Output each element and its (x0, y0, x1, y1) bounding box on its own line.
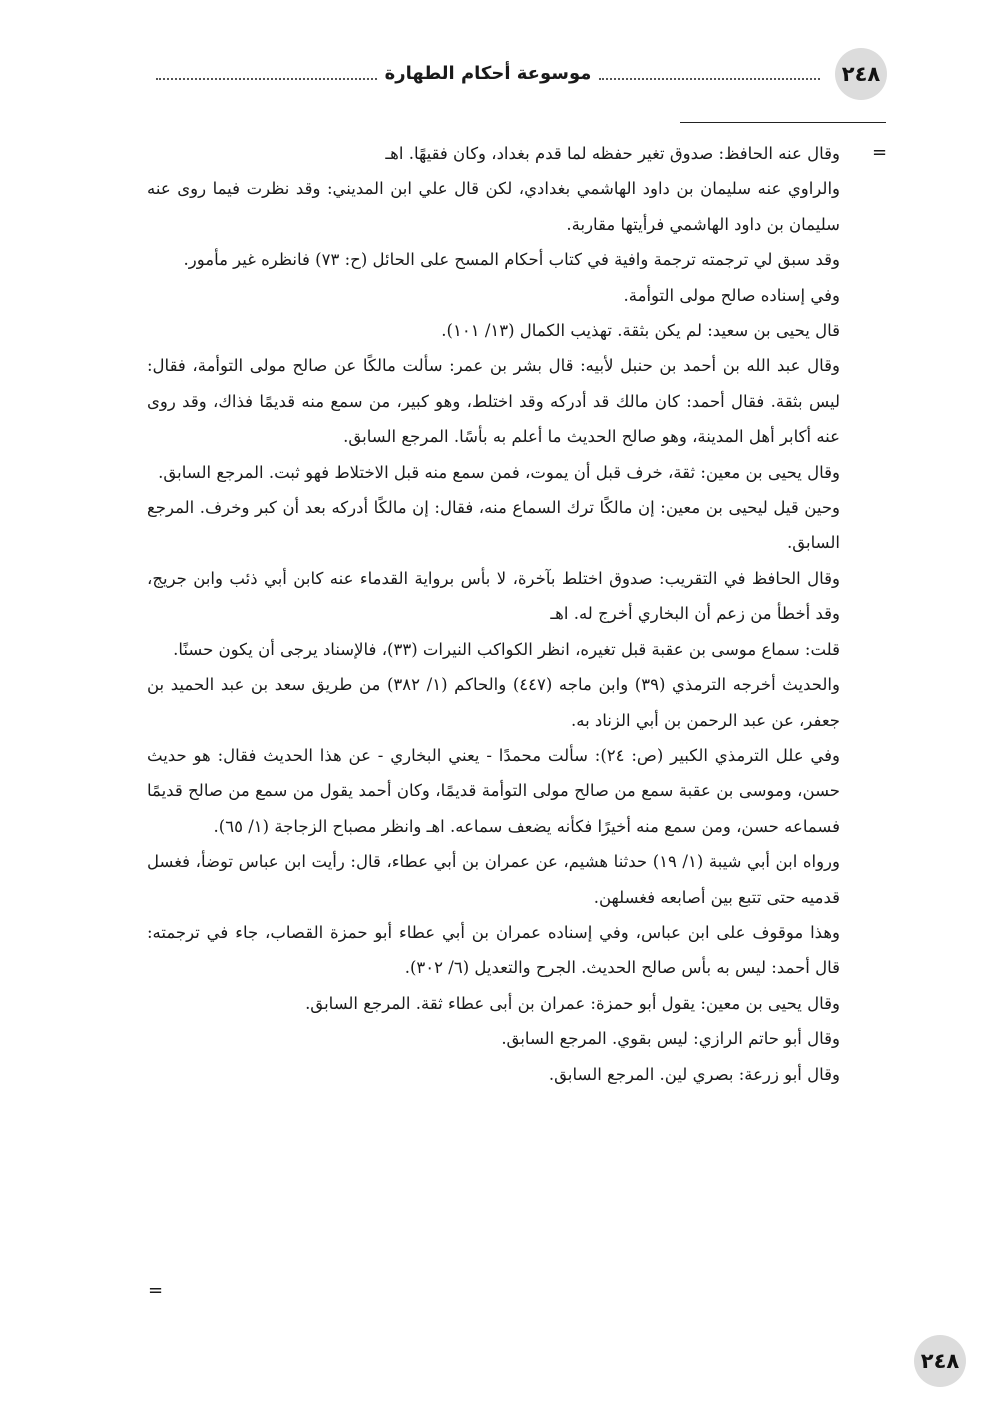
paragraph: وفي علل الترمذي الكبير (ص: ٢٤): سألت محمدًا - يعني البخاري - عن هذا الحديث فقال: هو حديث حسن، وموسى بن عقبة سمع من صالح مولى التوأمة قديمًا، وكان أحمد يقول من سمع من صالح قديمًا فسماعه حسن، ومن سمع منه أخيرًا فكأنه يضعف سماعه. اهـ وانظر مصباح الزجاجة (١/ ٦٥). (147, 745, 840, 836)
continuation-mark-top: = (872, 142, 888, 163)
running-header (148, 58, 828, 88)
paragraph: وقال أبو زرعة: بصري لين. المرجع السابق. (548, 1064, 840, 1084)
paragraph: وقال أبو حاتم الرازي: ليس بقوي. المرجع السابق. (501, 1029, 840, 1049)
paragraph: وقال يحيى بن معين: ثقة، خرف قبل أن يموت، فمن سمع منه قبل الاختلاط فهو ثبت. المرجع السابق. (158, 462, 840, 482)
continuation-mark-bottom: = (148, 1280, 164, 1301)
footnote-body (147, 136, 840, 1092)
paragraph: ورواه ابن أبي شيبة (١/ ١٩) حدثنا هشيم، عن عمران بن أبي عطاء، قال: رأيت ابن عباس توضأ، فغسل قدميه حتى تتبع بين أصابعه فغسلهن. (147, 852, 840, 907)
paragraph: وهذا موقوف على ابن عباس، وفي إسناده عمران بن أبي عطاء أبو حمزة القصاب، جاء في ترجمته: قال أحمد: ليس به بأس صالح الحديث. الجرح والتعديل (٦/ ٣٠٢). (147, 922, 840, 978)
paragraph: وحين قيل ليحيى بن معين: إن مالكًا ترك السماع منه، فقال: إن مالكًا أدركه بعد أن كبر وخرف. المرجع السابق. (147, 498, 840, 553)
paragraph: وقد سبق لي ترجمته ترجمة وافية في كتاب أحكام المسح على الحائل (ح: ٧٣) فانظره غير مأمور. (183, 250, 840, 270)
page-number: ٢٤٨ (841, 62, 881, 86)
paragraph: قال يحيى بن سعيد: لم يكن بثقة. تهذيب الكمال (١٣/ ١٠١). (441, 321, 840, 341)
paragraph: وقال عبد الله بن أحمد بن حنبل لأبيه: قال بشر بن عمر: سألت مالكًا عن صالح مولى التوأمة، فقال: ليس بثقة. فقال أحمد: كان مالك قد أدركه وقد اختلط، وهو كبير، من سمع منه قديمًا فذاك، وقد روى عنه أكابر أهل المدينة، وهو صالح الحديث ما أعلم به بأسًا. المرجع السابق. (147, 356, 840, 447)
header-dots-right (599, 66, 820, 80)
footnote-separator-rule (680, 122, 886, 123)
header-dots-left (156, 66, 377, 80)
page-number-badge-footer (914, 1335, 966, 1387)
paragraph: وقال عنه الحافظ: صدوق تغير حفظه لما قدم بغداد، وكان فقيهًا. اهـ (385, 144, 840, 163)
book-title: موسوعة أحكام الطهارة (384, 62, 592, 84)
paragraph: وفي إسناده صالح مولى التوأمة. (623, 285, 840, 305)
page-number-footer: ٢٤٨ (920, 1349, 960, 1373)
page-number-badge (835, 48, 887, 100)
paragraph: والراوي عنه سليمان بن داود الهاشمي بغدادي، لكن قال علي ابن المديني: وقد نظرت فيما روى عنه سليمان بن داود الهاشمي فرأيتها مقاربة. (147, 179, 840, 234)
paragraph: قلت: سماع موسى بن عقبة قبل تغيره، انظر الكواكب النيرات (٣٣)، فالإسناد يرجى أن يكون حسنًا. (173, 639, 840, 659)
paragraph: وقال يحيى بن معين: يقول أبو حمزة: عمران بن أبى عطاء ثقة. المرجع السابق. (305, 993, 840, 1013)
paragraph: وقال الحافظ في التقريب: صدوق اختلط بآخرة، لا بأس برواية القدماء عنه كابن أبي ذئب وابن جريج، وقد أخطأ من زعم أن البخاري أخرج له. اهـ (147, 568, 840, 624)
paragraph: والحديث أخرجه الترمذي (٣٩) وابن ماجه (٤٤٧) والحاكم (١/ ٣٨٢) من طريق سعد بن عبد الحميد بن جعفر، عن عبد الرحمن بن أبي الزناد به. (147, 675, 840, 730)
